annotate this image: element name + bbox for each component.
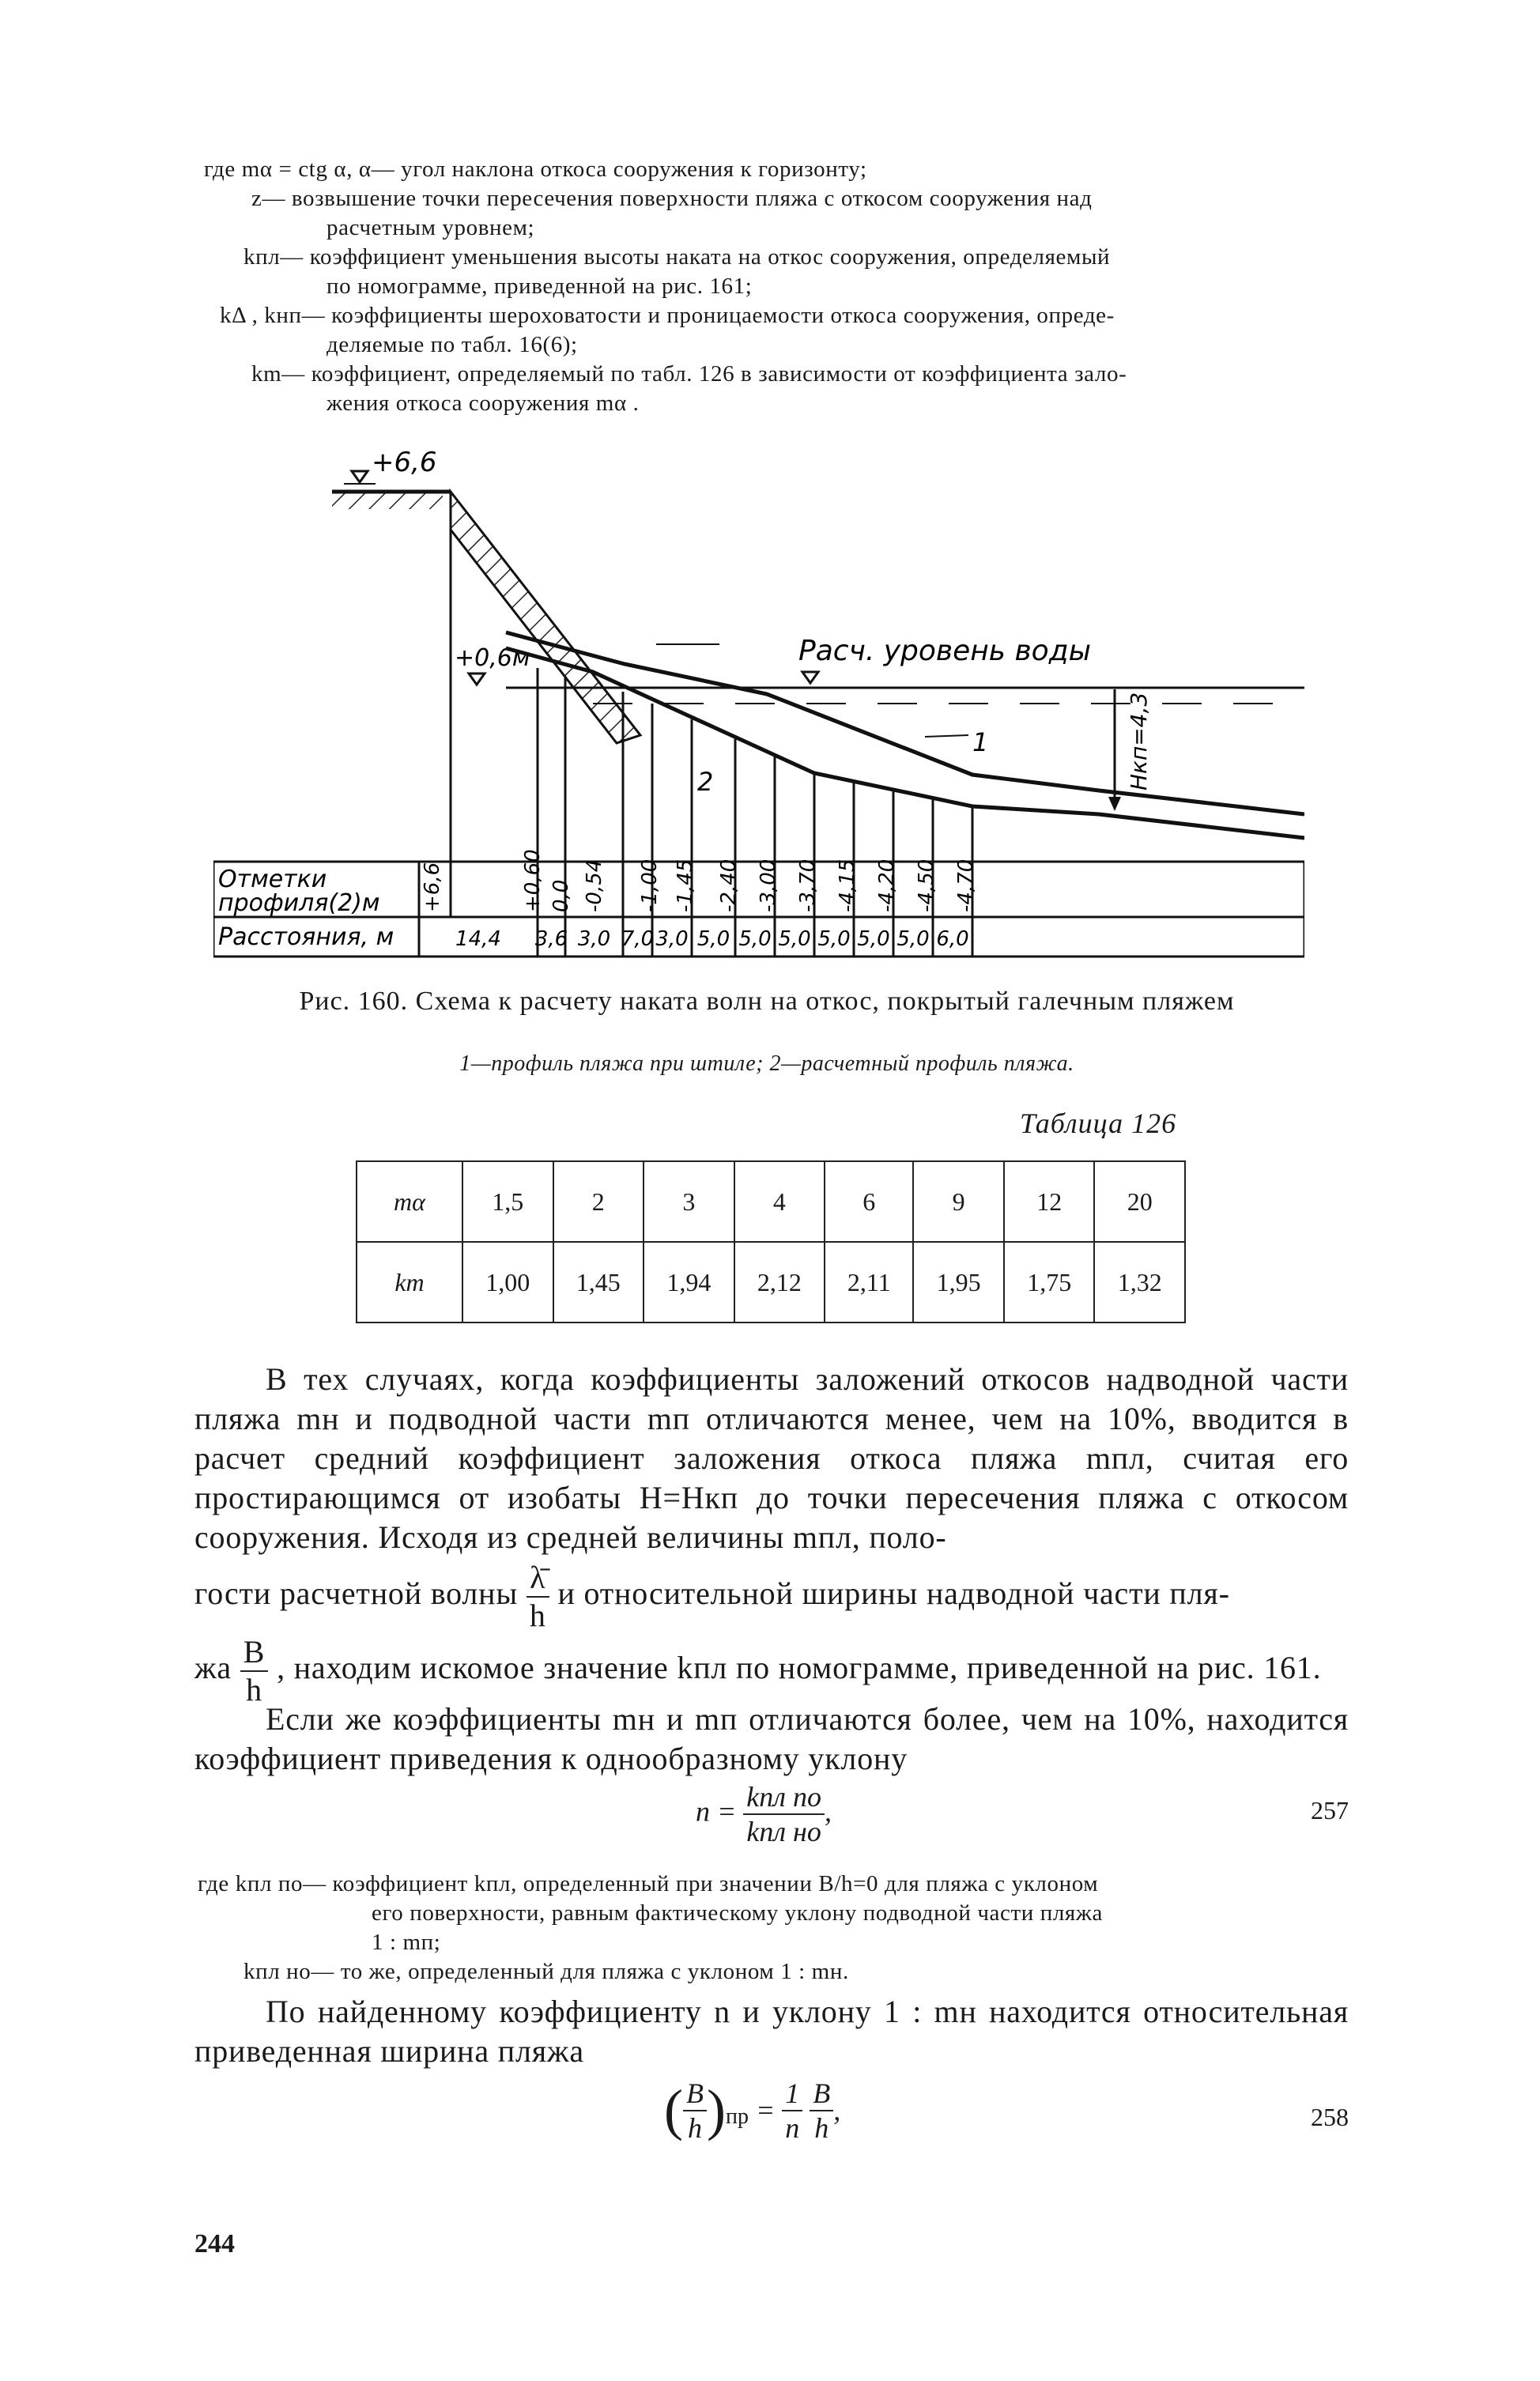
definition-cont: 1 : mп; xyxy=(372,1930,441,1955)
fraction-numerator: B xyxy=(810,2079,833,2111)
ground-hatch xyxy=(332,492,443,509)
distance-value: 5,0 xyxy=(696,927,730,951)
table-cell: 1,94 xyxy=(644,1242,734,1323)
table-cell: 2 xyxy=(553,1161,644,1242)
fraction-numerator: kпл по xyxy=(743,1783,825,1815)
paragraph-1-line-bh xyxy=(194,1636,1349,1706)
distance-value: 5,0 xyxy=(738,927,772,951)
text-fragment: жа xyxy=(194,1650,240,1686)
definition-term: kпл но xyxy=(243,1959,311,1984)
fraction-denominator: h xyxy=(814,2111,829,2144)
fraction-denominator: h xyxy=(246,1672,262,1707)
definition-term: где kпл по xyxy=(198,1871,304,1896)
definition-kdelta-knp xyxy=(204,301,1358,360)
definition-term: kΔ , kнп xyxy=(220,303,302,328)
table-title: Таблица 126 xyxy=(1020,1107,1177,1139)
distance-value: 5,0 xyxy=(857,927,890,951)
formula-257-fraction xyxy=(743,1783,825,1846)
table-row-label: km xyxy=(357,1242,462,1323)
distance-value: 5,0 xyxy=(896,927,930,951)
figure-caption: Рис. 160. Схема к расчету наката волн на откос, покрытый галечным пляжем xyxy=(299,987,1235,1016)
distance-value: 5,0 xyxy=(817,927,851,951)
table-cell: 12 xyxy=(1004,1161,1095,1242)
definition-desc: — коэффициенты шероховатости и проницаемости откоса сооружения, опреде- xyxy=(301,303,1115,328)
definition-cont: его поверхности, равным фактическому уклону подводной части пляжа xyxy=(372,1900,1103,1926)
definition-cont: расчетным уровнем; xyxy=(326,215,535,240)
row2-header: Расстояния, м xyxy=(218,923,394,951)
table-cell: 1,00 xyxy=(462,1242,553,1323)
fraction-numerator: B xyxy=(683,2079,707,2111)
table-cell: 1,95 xyxy=(913,1242,1004,1323)
fraction-denominator: n xyxy=(785,2111,800,2144)
distance-value: 3,0 xyxy=(655,927,689,951)
where-def-kpl-no xyxy=(198,1957,1352,1987)
definition-cont: жения откоса сооружения mα . xyxy=(326,391,640,416)
top-mark-label: +6,6 xyxy=(372,447,437,478)
profile-mark: -4,20 xyxy=(875,858,899,912)
table-cell: 2,12 xyxy=(734,1242,825,1323)
top-mark-triangle-icon xyxy=(352,471,368,482)
paragraph-3 xyxy=(194,1992,1349,2071)
definition-term: z xyxy=(251,186,262,211)
where-def-kpl-po xyxy=(198,1870,1352,1899)
formula-258-fraction-2 xyxy=(810,2079,833,2142)
table-cell: 9 xyxy=(913,1161,1004,1242)
distance-value: 5,0 xyxy=(778,927,811,951)
definition-cont: по номограмме, приведенной на рис. 161; xyxy=(326,274,753,299)
profile-curve-2 xyxy=(506,648,1304,838)
fraction-numerator: B xyxy=(240,1636,268,1672)
where-definitions-2 xyxy=(198,1870,1352,1987)
definition-z xyxy=(204,184,1358,243)
profile-mark: -4,70 xyxy=(954,858,978,912)
profile-mark: +6,6 xyxy=(421,862,444,912)
left-mark-triangle-icon xyxy=(469,674,485,685)
formula-lhs: n = xyxy=(696,1795,737,1828)
paragraph-3-text: По найденному коэффициенту n и уклону 1 : mн находится относительная приведенная ширина пляжа xyxy=(194,1994,1349,2069)
equation-number-258: 258 xyxy=(1311,2103,1349,2131)
formula-258: ( $\frac{B}{h}$ )$_{пр}$ = $\frac{1}{n}$ $\frac{B}{h}$ , xyxy=(664,2077,841,2144)
definition-desc: — коэффициент, определяемый по табл. 126 в зависимости от коэффициента зало- xyxy=(281,361,1127,387)
table-cell: 1,75 xyxy=(1004,1242,1095,1323)
figure-caption-note: 1—профиль пляжа при штиле; 2—расчетный профиль пляжа. xyxy=(459,1051,1074,1076)
equation-number-257: 257 xyxy=(1311,1796,1349,1824)
distance-value: 14,4 xyxy=(455,927,501,951)
profile-mark: -4,15 xyxy=(836,858,859,912)
formula-258-fraction-1 xyxy=(782,2079,802,2142)
formula-subscript: пр xyxy=(725,2104,749,2129)
text-fragment: , находим искомое значение kпл по номограмме, приведенной на рис. 161. xyxy=(277,1650,1322,1686)
profile-mark: -4,50 xyxy=(915,858,938,912)
definition-m-alpha xyxy=(204,155,1358,184)
table-cell: 20 xyxy=(1094,1161,1185,1242)
profile-mark: 0,0 xyxy=(549,879,573,912)
table-cell: 1,32 xyxy=(1094,1242,1185,1323)
profile-mark: -3,70 xyxy=(796,858,820,912)
fraction-denominator: h xyxy=(529,1598,546,1633)
table-row-label: mα xyxy=(357,1161,462,1242)
formula-tail: , xyxy=(833,2094,841,2126)
formula-258-lhs-fraction xyxy=(683,2079,707,2142)
paragraph-1 xyxy=(194,1360,1349,1706)
formula-eq: = xyxy=(755,2094,776,2126)
fraction-numerator: 1 xyxy=(782,2079,802,2111)
distance-value: 3,6 xyxy=(534,927,568,951)
curve-2-label: 2 xyxy=(697,767,714,797)
table-cell: 1,45 xyxy=(553,1242,644,1323)
profile-mark: -0,54 xyxy=(583,858,606,912)
definition-cont: деляемые по табл. 16(6); xyxy=(326,332,578,357)
definition-kpl xyxy=(204,243,1358,301)
formula-257 xyxy=(696,1783,832,1846)
page-number: 244 xyxy=(194,2229,235,2258)
paragraph-1-text: В тех случаях, когда коэффициенты заложений откосов надводной части пляжа mн и подводной части mп отличаются менее, чем на 10%, вводится в расчет средний коэффициент заложения откоса пляжа mпл, считая его простирающимся от изобаты H=Hкп до точки пересечения пляжа с откосом сооружения. Исходя из средней величины mпл, поло- xyxy=(194,1361,1349,1555)
definition-km xyxy=(204,360,1358,418)
table-cell: 2,11 xyxy=(825,1242,913,1323)
profile-mark: -2,40 xyxy=(717,858,741,912)
definition-term: kпл xyxy=(243,244,281,270)
table-126 xyxy=(356,1160,1186,1323)
paragraph-2 xyxy=(194,1700,1349,1779)
profile-mark: -1,45 xyxy=(674,858,697,912)
distance-value: 3,0 xyxy=(577,927,611,951)
table-row xyxy=(357,1161,1185,1242)
text-fragment: и относительной ширины надводной части пля- xyxy=(557,1575,1230,1612)
definition-desc: — возвышение точки пересечения поверхности пляжа с откосом сооружения над xyxy=(262,186,1093,211)
fraction-numerator: λ̄ xyxy=(527,1562,549,1598)
distance-value: 7,0 xyxy=(621,927,655,951)
table-row xyxy=(357,1242,1185,1323)
fraction-lambda-h xyxy=(527,1562,549,1632)
water-level-triangle-icon xyxy=(802,672,818,683)
text-fragment: гости расчетной волны xyxy=(194,1575,527,1612)
definitions-block xyxy=(204,155,1358,418)
paragraph-1-line-lambda xyxy=(194,1562,1349,1632)
table-cell: 6 xyxy=(825,1161,913,1242)
definition-desc: — коэффициент уменьшения высоты наката на откос сооружения, определяемый xyxy=(280,244,1111,270)
distances-row xyxy=(455,917,972,957)
hkn-label: Hкп=4,3 xyxy=(1126,692,1152,791)
curve-1-label: 1 xyxy=(972,727,989,757)
table-cell: 4 xyxy=(734,1161,825,1242)
fraction-b-h xyxy=(240,1636,268,1706)
table-cell: 1,5 xyxy=(462,1161,553,1242)
distance-value: 6,0 xyxy=(936,927,969,951)
definition-desc: — коэффициент kпл, определенный при значении B/h=0 для пляжа с уклоном xyxy=(303,1871,1099,1896)
profile-mark: -3,00 xyxy=(757,858,780,912)
fraction-denominator: h xyxy=(687,2111,702,2144)
definition-desc: — угол наклона откоса сооружения к горизонту; xyxy=(371,157,867,182)
table-cell: 3 xyxy=(644,1161,734,1242)
fraction-denominator: kпл но xyxy=(746,1816,821,1847)
left-mark-label: +0,6м xyxy=(455,644,530,672)
paragraph-2-text: Если же коэффициенты mн и mп отличаются более, чем на 10%, находится коэффициент приведения к однообразному уклону xyxy=(194,1701,1349,1776)
profile-mark: -1,00 xyxy=(638,858,662,912)
row1-header-line1: Отметки xyxy=(218,866,327,893)
hkn-arrow-head-icon xyxy=(1108,797,1121,811)
row1-header-line2: профиля(2)м xyxy=(218,889,380,917)
structure-slope-hatch xyxy=(451,492,640,743)
definition-term: km xyxy=(251,361,282,387)
figure-160-diagram xyxy=(213,443,1304,988)
definition-desc: — то же, определенный для пляжа с уклоном 1 : mн. xyxy=(311,1959,849,1984)
formula-tail: , xyxy=(824,1795,832,1828)
water-level-label: Расч. уровень воды xyxy=(798,635,1092,667)
definition-term: где mα = ctg α, α xyxy=(204,157,372,182)
profile-mark: +0,60 xyxy=(521,849,545,912)
